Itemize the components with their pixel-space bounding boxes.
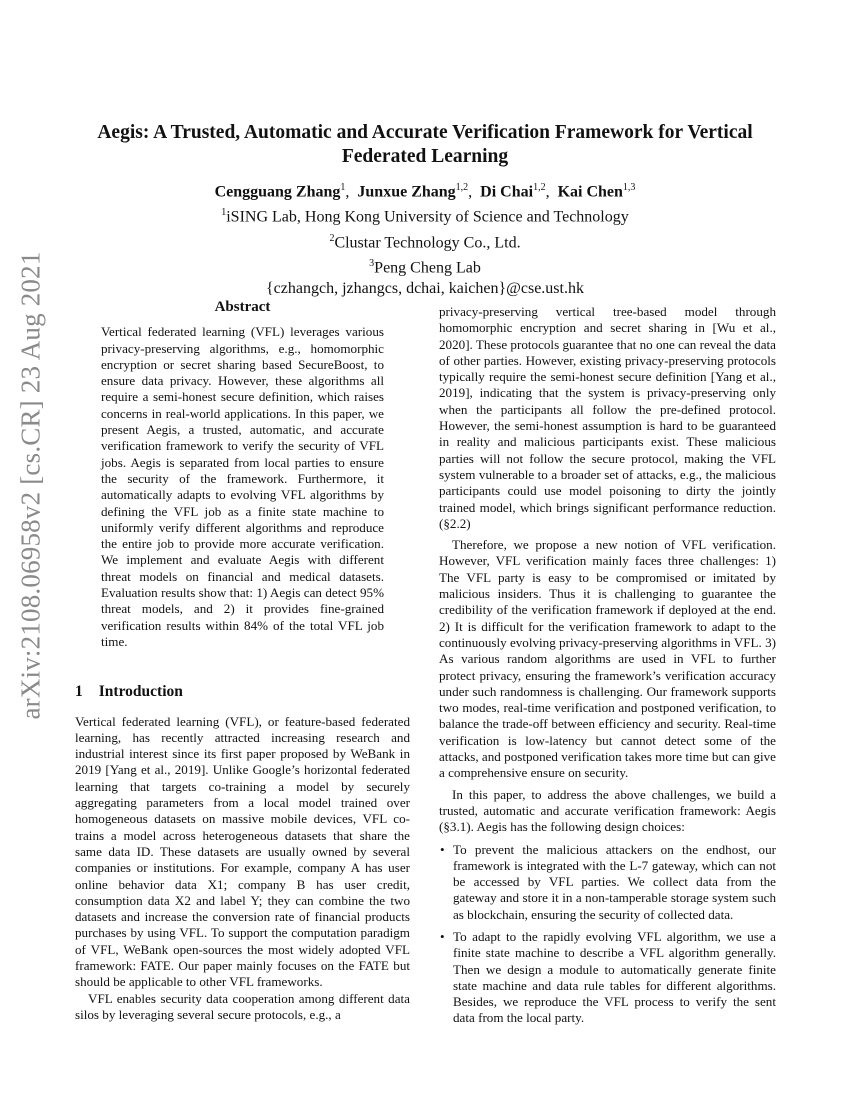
section-number: 1: [75, 683, 83, 701]
affiliation-line: $^2$Clustar Technology Co., Ltd.: [329, 232, 521, 251]
abstract-heading: Abstract: [214, 299, 271, 315]
arxiv-stamp: [8, 250, 54, 720]
right-column: [439, 304, 776, 1033]
list-item: • To adapt to the rapidly evolving VFL algorithm, we use a finite state machine to describe a VFL algorithm generally. Then we design a module to automatically generate finite state machine and data rule tables for different algorithms. Besides, we reproduce the VFL process to verify the sent data from the local party.: [439, 929, 776, 1027]
author-name: Di Chai: [480, 183, 534, 201]
intro-paragraph-design: In this paper, to address the above challenges, we build a trusted, automatic and accurate verification framework: Aegis (§3.1). Aegis has the following design choices:: [439, 786, 776, 835]
author-affil-sup: 1: [340, 182, 346, 193]
author-list: Cengguang Zhang$^1$, Junxue Zhang$^{1,2}$, Di Chai$^{1,2}$, Kai Chen$^{1,3}$: [214, 182, 636, 201]
author-name: Kai Chen: [557, 183, 623, 201]
intro-paragraph-2: VFL enables security data cooperation among different data silos by leveraging several secure protocols, e.g., a: [75, 990, 410, 1022]
left-column: [75, 299, 410, 1023]
author-block: [70, 177, 780, 299]
author-affil-sup: 1,2: [533, 182, 546, 193]
paper-title: Aegis: A Trusted, Automatic and Accurate Verification Framework for Vertical Federated Learning: [97, 122, 753, 167]
arxiv-stamp-text: arXiv:2108.06958v2 [cs.CR] 23 Aug 2021: [15, 250, 46, 720]
intro-paragraph-challenges: Therefore, we propose a new notion of VFL verification. However, VFL verification mainly faces three challenges: 1) The VFL party is easy to be compromised or imitated by malicious insiders. Thus it is challenging to guarantee the credibility of the verification framework if deployed at the end. 2) It is difficult for the verification framework to adapt to the continuously evolving privacy-preserving algorithms in VFL. 3) As various random algorithms are used in VFL to further protect privacy, ensuring the framework’s verification accuracy under such randomness is challenging. Our framework supports two modes, real-time verification and postponed verification, to balance the trade-off between efficiency and security. Real-time verification is low-latency but cannot detect some of the attacks, and postponed verification takes more time but can give a comprehensive ensure on security.: [439, 537, 776, 781]
list-item: • To prevent the malicious attackers on the endhost, our framework is integrated with the L-7 gateway, which can not be accessed by VFL parties. We collect data from the gateway and store it in a non-tamperable storage system such as blockchain, ensuring the security of collected data.: [439, 842, 776, 923]
author-name: Junxue Zhang: [357, 183, 456, 201]
author-affil-sup: 1,3: [622, 182, 636, 193]
affiliation-line: $^1$iSING Lab, Hong Kong University of Science and Technology: [221, 207, 629, 226]
author-emails: {czhangch, jzhangcs, dchai, kaichen}@cse.ust.hk: [266, 280, 584, 298]
design-choices-list: [439, 842, 776, 1027]
author-affil-sup: 1,2: [455, 182, 469, 193]
author-name: Cengguang Zhang: [214, 183, 341, 201]
intro-paragraph-1: Vertical federated learning (VFL), or feature-based federated learning, has recently attracted increasing research and industrial interest since its first paper proposed by WeBank in 2019 [Yang et al., 2019]. Unlike Google’s horizontal federated learning that targets co-training a model by securely aggregating parameters from a local model trained over homogeneous datasets on massive mobile devices, VFL co-trains a model across heterogeneous datasets that share the same data ID. These datasets are usually owned by several companies or institutions. For example, company A has user online behavior data X1; company B has user credit, consumption data X2 and label Y; they can combine the two datasets and increase the conversion rate of financial products purchases by using VFL. To support the computation paradigm of VFL, WeBank open-sources the most widely adopted VFL framework: FATE. Our paper mainly focuses on the FATE but should be applicable to other VFL frameworks.: [75, 713, 410, 990]
intro-paragraph-continued: privacy-preserving vertical tree-based model through homomorphic encryption and secret sharing in [Wu et al., 2020]. These protocols guarantee that no one can reveal the data of other parties. However, existing privacy-preserving protocols typically require the semi-honest secure definition [Yang et al., 2019], indicating that the system is privacy-preserving only when the participants all follow the pre-defined protocol. However, the semi-honest assumption is hard to be guaranteed in reality and malicious participants exist. These malicious parties will not follow the secure protocol, making the VFL system vulnerable to a broader set of attacks, e.g., the malicious participants could use model poisoning to dirty the jointly trained model, which brings significant performance reduction. (§2.2): [439, 304, 776, 531]
abstract-text: Vertical federated learning (VFL) leverages various privacy-preserving algorithms, e.g., homomorphic encryption or secret sharing based SecureBoost, to ensure data privacy. However, these algorithms all require a semi-honest secure definition, which raises concerns in real-world applications. In this paper, we present Aegis, a trusted, automatic, and accurate verification framework to verify the security of VFL jobs. Aegis is separated from local parties to ensure the security of the framework. Furthermore, it automatically adapts to evolving VFL algorithms by defining the VFL job as a finite state machine to uniformly verify different algorithms and reproduce the entire job to provide more accurate verification. We implement and evaluate Aegis with different threat models on financial and medical datasets. Evaluation results show that: 1) Aegis can detect 95% threat models, and 2) it provides fine-grained verification results within 84% of the total VFL job time.: [101, 324, 384, 649]
section-title: Introduction: [98, 683, 183, 701]
section-heading-introduction: [75, 684, 410, 700]
affiliation-line: $^3$Peng Cheng Lab: [369, 257, 481, 277]
